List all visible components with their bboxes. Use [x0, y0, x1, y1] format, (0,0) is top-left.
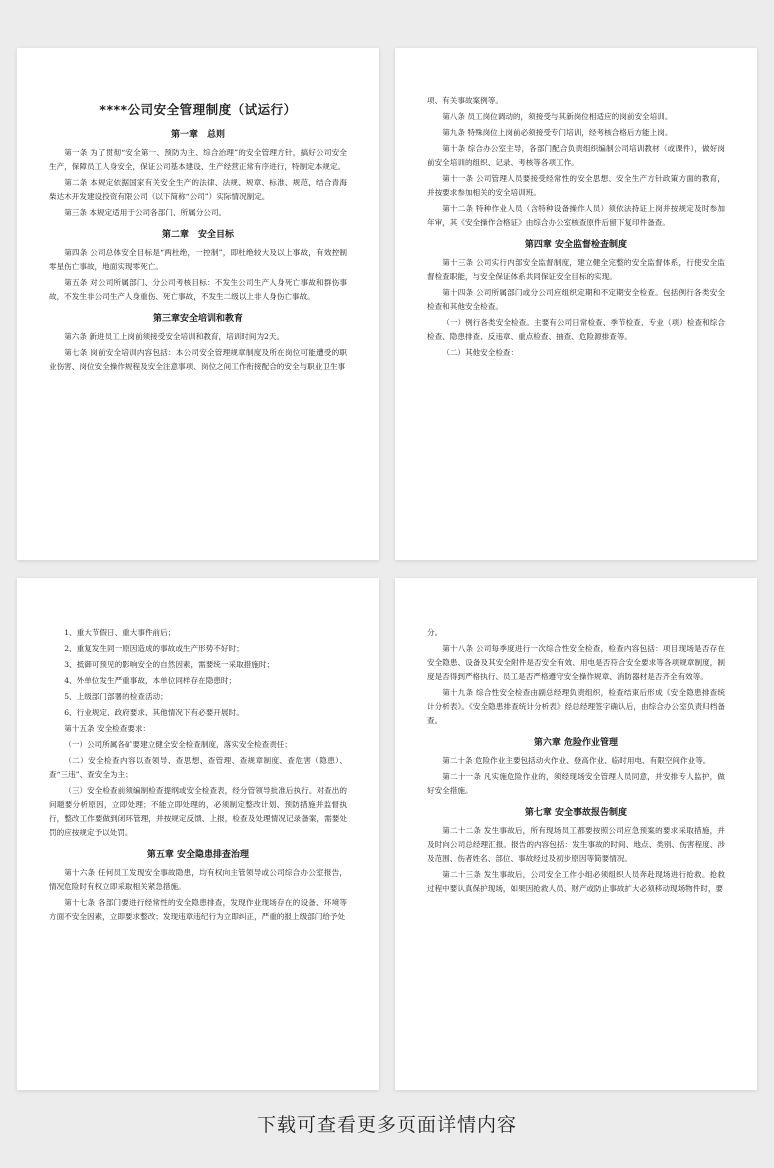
paragraph: 第十二条 特种作业人员（含特种设备操作人员）须依法持证上岗并按规定及时参加年审，其《安全操作合格证》由综合办公室核查原件后留下复印件备查。 — [427, 204, 725, 227]
paragraph: 第十四条 公司所属部门或分公司应组织定期和不定期安全检查。包括例行各类安全检查和其他安全检查。 — [427, 288, 725, 311]
paragraph: 第三条 本规定适用于公司各部门、所属分公司。 — [64, 208, 227, 217]
paragraph: 第十五条 安全检查要求： — [64, 724, 151, 733]
paragraph: 5、上级部门部署的检查活动； — [64, 692, 168, 701]
paragraph: 第十八条 公司每季度进行一次综合性安全检查，检查内容包括：项目现场是否存在安全隐患、设备及其安全附件是否安全有效、用电是否符合安全要求等各项规章制度，制度是否得到严格执行、员工是否严格遵守安全操作规章、消防器材是否齐全有效等。 — [427, 644, 725, 681]
paragraph: 第十七条 各部门要进行经常性的安全隐患排查，发现作业现场存在的设备、环境等方面不安全因素，立即要求整改；发现违章违纪行为立即纠正，严重的报上级部门给予处 — [49, 898, 347, 921]
document-page-1 — [17, 48, 379, 560]
page-2-body — [427, 94, 725, 360]
page-4-body — [427, 626, 725, 896]
paragraph: 第四条 公司总体安全目标是“两杜绝，一控制”，即杜绝较大及以上事故，有效控制零星伤亡事故，地面实现零死亡。 — [49, 248, 347, 271]
document-page-4 — [395, 578, 757, 1090]
paragraph: 2、重复发生同一原因造成的事故或生产形势不好时； — [64, 644, 244, 653]
paragraph: 第一条 为了贯彻“安全第一、预防为主、综合治理”的安全管理方针，搞好公司安全生产，保障员工人身安全，保证公司基本建设、生产经营正常有序进行，特制定本规定。 — [49, 148, 347, 171]
paragraph: （二）其他安全检查： — [442, 348, 519, 357]
page-1-body — [49, 127, 347, 374]
chapter-heading: 第三章安全培训和教育 — [152, 314, 243, 324]
paragraph: 第五条 对公司所属部门、分公司考核目标：不发生公司生产人身死亡事故和群伤事故，不发生非公司生产人身重伤、死亡事故，不发生二级以上非人身伤亡事故。 — [49, 278, 347, 301]
chapter-heading: 第六章 危险作业管理 — [533, 738, 619, 748]
paragraph-continuation: 项、有关事故案例等。 — [427, 96, 503, 105]
paragraph: 3、抵御可预见的影响安全的自然因素，需要统一采取措施时； — [64, 660, 275, 669]
paragraph: 第九条 特殊岗位上岗前必须接受专门培训，经考核合格后方能上岗。 — [442, 128, 673, 137]
paragraph: （一）公司所属各矿要建立健全安全检查制度，落实安全检查责任； — [64, 740, 292, 749]
paragraph: 第十六条 任何员工发现安全事故隐患，均有权向主管领导或公司综合办公室报告，情况危险时有权立即采取相关紧急措施。 — [49, 868, 347, 891]
document-page-2 — [395, 48, 757, 560]
paragraph: 第二十二条 发生事故后，所有现场员工都要按照公司应急预案的要求采取措施，并及时向公司总经理汇报。报告的内容包括：发生事故的时间、地点、类别、伤害程度、涉及范围、伤者姓名、部位、事故经过及初步原因等简要情况。 — [427, 826, 725, 863]
paragraph: 第十条 综合办公室主导，各部门配合负责组织编制公司培训教材（或课件），做好岗前安全培训的组织、记录、考核等各项工作。 — [427, 144, 725, 167]
paragraph: 第十一条 公司管理人员要接受经常性的安全思想、安全生产方针政策方面的教育，并按要求参加相关的安全培训班。 — [427, 174, 725, 197]
paragraph: 4、外单位发生严重事故，本单位同样存在隐患时； — [64, 676, 237, 685]
download-more-prompt[interactable]: 下载可查看更多页面详情内容 — [256, 1114, 517, 1136]
paragraph-continuation: 分。 — [427, 628, 443, 637]
paragraph: 第十三条 公司实行内部安全监督制度，建立健全完整的安全监督体系，行使安全监督检查职能，与安全保证体系共同保证安全目标的实现。 — [427, 258, 725, 281]
paragraph: 第二条 本规定依据国家有关安全生产的法律、法规、规章、标准、规范，结合青海柴达木开发建设投资有限公司（以下简称“公司”）实际情况制定。 — [49, 178, 347, 201]
document-page-3 — [17, 578, 379, 1090]
chapter-heading: 第五章 安全隐患排查治理 — [146, 850, 250, 860]
chapter-heading: 第四章 安全监督检查制度 — [524, 240, 628, 250]
document-title: ****公司安全管理制度（试运行） — [99, 102, 297, 117]
chapter-heading: 第七章 安全事故报告制度 — [524, 808, 628, 818]
paragraph: 第二十一条 凡实施危险作业的，须经现场安全管理人员同意，并安排专人监护，做好安全措施。 — [427, 772, 725, 795]
paragraph: 第六条 新进员工上岗前须接受安全培训和教育，培训时间为2天。 — [64, 332, 285, 341]
paragraph: 第七条 岗前安全培训内容包括：本公司安全管理规章制度及所在岗位可能遭受的职业伤害、岗位安全操作规程及安全注意事项、岗位之间工作衔接配合的安全与职业卫生事 — [49, 348, 347, 371]
paragraph: （一）例行各类安全检查。主要有公司日常检查、季节检查、专业（项）检查和综合检查、隐患排查、反违章、重点检查、抽查、危险源排查等。 — [427, 318, 725, 341]
paragraph: （三）安全检查前须编制检查提纲或安全检查表，经分管领导批准后执行。对查出的问题要分析原因，立即处理；不能立即处理的，必须制定整改计划、预防措施并监督执行，整改工作要做到闭环管理，并按规定反馈、上报，检查及处理情况记录备案，需要处罚的应按规定予以处罚。 — [49, 786, 347, 837]
paragraph: 1、重大节假日、重大事件前后； — [64, 628, 176, 637]
paragraph: 6、行业规定、政府要求、其他情况下有必要开展时。 — [64, 708, 244, 717]
paragraph: 第二十条 危险作业主要包括动火作业、登高作业、临时用电、有限空间作业等。 — [442, 756, 711, 765]
page-3-body — [49, 626, 347, 924]
chapter-heading: 第二章 安全目标 — [161, 230, 234, 240]
paragraph: 第十九条 综合性安全检查由副总经理负责组织，检查结束后形成《安全隐患排查统计分析表》。《安全隐患排查统计分析表》经总经理签字确认后，由综合办公室负责归档备查。 — [427, 688, 725, 725]
paragraph: 第二十三条 发生事故后，公司安全工作小组必须组织人员奔赴现场进行抢救。抢救过程中要认真保护现场，如果因抢救人员、财产或防止事故扩大必须移动现场物件时，要 — [427, 870, 725, 893]
chapter-heading: 第一章 总则 — [170, 130, 225, 140]
paragraph: 第八条 员工岗位调动的，须接受与其新岗位相适应的岗前安全培训。 — [442, 112, 673, 121]
paragraph: （二）安全检查内容以查领导、查思想、查管理、查规章制度、查危害（隐患）、查“三违”、查安全为主； — [49, 756, 347, 779]
